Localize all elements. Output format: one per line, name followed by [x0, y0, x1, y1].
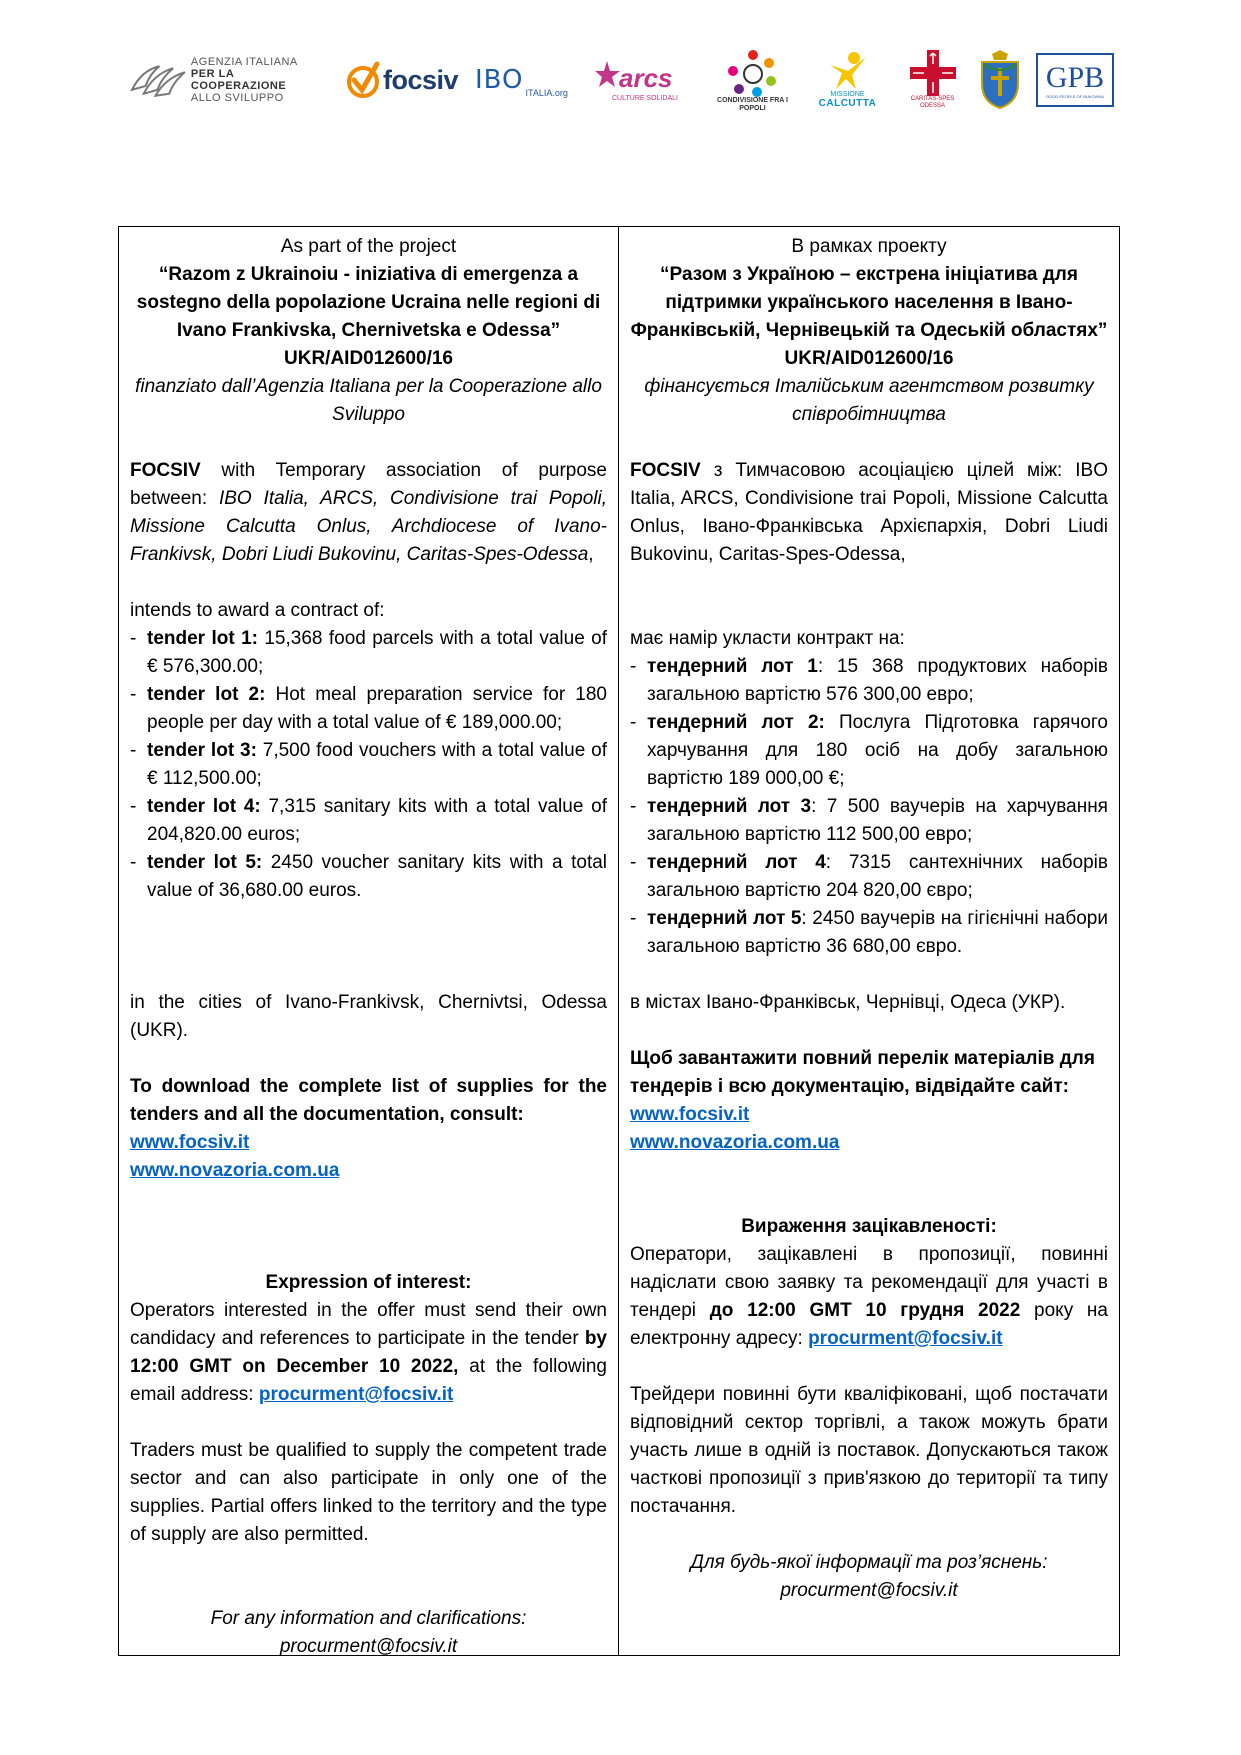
lot-label: тендерний лот 1 [647, 656, 818, 677]
association-paragraph [130, 457, 607, 569]
caritas-logo [900, 40, 965, 120]
focsiv-check-icon [345, 60, 381, 100]
condivisione-logo [710, 40, 795, 120]
cities-text-ua: в містах Івано-Франківськ, Чернівці, Одеса (УКР). [630, 992, 1066, 1013]
lot-label: tender lot 1: [147, 628, 258, 649]
lot-text: 2450 voucher sanitary kits with a total value of 36,680.00 euros. [147, 852, 608, 901]
lot-label: тендерний лот 2: [647, 712, 825, 733]
arcs-sub: CULTURE SOLIDALI [612, 94, 678, 102]
eoi-text: Operators interested in the offer must send their own candidacy and references to participate in the tender [130, 1300, 607, 1349]
list-item [630, 849, 1108, 905]
lot-label: tender lot 3: [147, 740, 257, 761]
eoi-text-2-ua: року на електронну адресу: [630, 1300, 1108, 1349]
arcs-wordmark: arcs [619, 62, 673, 93]
project-title: “Razom z Ukrainoiu - iniziativa di emergenza a sostegno della popolazione Ucraina nelle regioni di Ivano Frankivska, Chernivetska e Odessa” UKR/AID012600/16 [136, 264, 601, 369]
gpb-sub: GOOD PEOPLE OF BUKOVINA [1046, 93, 1104, 99]
association-paragraph-ua [630, 457, 1108, 569]
novazoria-link-ua[interactable]: www.novazoria.com.ua [630, 1132, 840, 1153]
traders-paragraph-ua: Трейдери повинні бути кваліфіковані, щоб постачати відповідний сектор торгівлі, а також можуть брати участь лише в одній із поставок. Допускаються також часткові пропозиції з прив'язкою до території та типу постачання. [630, 1384, 1108, 1517]
missione-calcutta-logo [810, 40, 885, 120]
gpb-wordmark: GPB [1045, 60, 1105, 94]
traders-paragraph: Traders must be qualified to supply the competent trade sector and can also participate in only one of the supplies. Partial offers linked to the territory and the type of supply are also permitted. [130, 1440, 607, 1545]
project-title-ua: “Разом з Україною – екстрена ініціатива для підтримки українського населення в Івано-Франківській, Чернівецькій та Одеській областях” UKR/AID012600/16 [630, 264, 1108, 369]
people-circle-icon [727, 47, 779, 97]
ukrainian-column [619, 227, 1119, 1655]
tender-notice-table [118, 226, 1120, 1656]
list-item [630, 905, 1108, 961]
aics-logo [130, 40, 330, 120]
tender-lots-list-ua [630, 653, 1108, 961]
lot-text: : 2450 ваучерів на гігієнічні набори загальною вартістю 36 680,00 євро. [647, 908, 1108, 957]
list-item [630, 793, 1108, 849]
novazoria-link[interactable]: www.novazoria.com.ua [130, 1160, 340, 1181]
arcs-star-icon [595, 59, 695, 95]
aics-line-1: AGENZIA ITALIANA [190, 56, 298, 68]
ibo-logo [475, 40, 568, 120]
focsiv-logo [345, 40, 470, 120]
partner-logos [120, 40, 1120, 120]
eoi-text-ua: Оператори, зацікавлені в пропозиції, повинні надіслати свою заявку та рекомендації для участі в тендері [630, 1244, 1108, 1321]
funding-note-ua: фінансується Італійським агентством розвитку співробітництва [644, 376, 1094, 425]
aics-line-3: ALLO SVILUPPO [190, 92, 284, 104]
tender-lots-list [130, 625, 607, 905]
association-members: IBO Italia, ARCS, Condivisione trai Popoli, Missione Calcutta Onlus, Archdiocese of Ivano-Frankivsk, Dobri Liudi Bukovinu, Caritas-Spes-Odessa [130, 488, 607, 565]
lot-label: тендерний лот 5 [647, 908, 802, 929]
lot-text: Hot meal preparation service for 180 people per day with a total value of € 189,000.00; [147, 684, 607, 733]
lot-label: tender lot 4: [147, 796, 261, 817]
list-item [630, 709, 1108, 793]
lot-text: : 15 368 продуктових наборів загальною вартістю 576 300,00 евро; [647, 656, 1108, 705]
wing-icon [130, 60, 187, 100]
lot-text: Послуга Підготовка гарячого харчування для 180 осіб на добу загальною вартістю 189 000,00 €; [647, 712, 1108, 789]
procurement-email-link[interactable]: procurment@focsiv.it [258, 1384, 454, 1405]
association-end: , [588, 544, 594, 565]
intends-text: intends to award a contract of: [130, 600, 385, 621]
eoi-deadline: by 12:00 GMT on December 10 2022, [130, 1328, 607, 1377]
project-intro: As part of the project [280, 236, 457, 257]
aics-line-2: PER LA COOPERAZIONE [190, 68, 287, 92]
lot-label: тендерний лот 4 [647, 852, 826, 873]
lot-text: : 7315 сантехнічних наборів загальною вартістю 204 820,00 євро; [647, 852, 1108, 901]
eoi-deadline-ua: до 12:00 GMT 10 грудня 2022 [709, 1300, 1021, 1321]
association-text-ua: з Тимчасовою асоціацією цілей між: IBO Italia, ARCS, Condivisione trai Popoli, Missione Calcutta Onlus, Івано-Франківська Архієпархія, Dobri Liudi Bukovinu, Caritas-Spes-Odessa, [630, 460, 1108, 565]
download-text-ua: Щоб завантажити повний перелік матеріалів для тендерів і всю документацію, відвідайте сайт: [630, 1048, 1095, 1097]
list-item [130, 793, 607, 849]
lot-text: 7,500 food vouchers with a total value of € 112,500.00; [147, 740, 607, 789]
lot-text: 7,315 sanitary kits with a total value of 204,820.00 euros; [147, 796, 607, 845]
condivisione-text: CONDIVISIONE FRA I POPOLI [717, 97, 788, 112]
eoi-title: Expression of interest: [265, 1272, 472, 1293]
focsiv-wordmark: focsiv [383, 64, 459, 95]
list-item [130, 681, 607, 737]
procurement-email-link-ua[interactable]: procurment@focsiv.it [808, 1328, 1003, 1349]
ibo-sub: ITALIA.org [525, 88, 568, 98]
cities-text: in the cities of Ivano-Frankivsk, Chernivtsi, Odessa (UKR). [130, 992, 607, 1041]
lot-label: тендерний лот 3 [647, 796, 812, 817]
intends-text-ua: має намір укласти контракт на: [630, 628, 905, 649]
focsiv-link[interactable]: www.focsiv.it [130, 1132, 250, 1153]
calcutta-line-2: CALCUTTA [818, 98, 877, 109]
caritas-cross-icon [910, 50, 956, 96]
project-intro-ua: В рамках проекту [791, 236, 947, 257]
ibo-wordmark: IBO [475, 65, 524, 95]
list-item [130, 737, 607, 793]
info-text-ua: Для будь-якої інформації та роз’яснень: [690, 1552, 1048, 1573]
eoi-paragraph [130, 1297, 607, 1409]
lot-label: tender lot 5: [147, 852, 263, 873]
lot-text: : 7 500 ваучерів на харчування загальною вартістю 112 500,00 евро; [647, 796, 1108, 845]
archdiocese-crest [975, 40, 1025, 120]
caritas-text: CARITAS-SPES ODESSA [910, 96, 955, 109]
focsiv-link-ua[interactable]: www.focsiv.it [630, 1104, 750, 1125]
eoi-title-ua: Вираження зацікавленості: [741, 1216, 997, 1237]
list-item [130, 849, 607, 905]
list-item [130, 625, 607, 681]
eoi-paragraph-ua [630, 1241, 1108, 1353]
figure-icon [826, 51, 870, 91]
crest-icon [978, 50, 1022, 110]
info-text: For any information and clarifications: [210, 1608, 527, 1629]
gpb-logo [1035, 40, 1115, 120]
org-name: FOCSIV [130, 460, 201, 481]
info-email: procurment@focsiv.it [279, 1636, 458, 1657]
funding-note: finanziato dall’Agenzia Italiana per la Cooperazione allo Sviluppo [135, 376, 602, 425]
list-item [630, 653, 1108, 709]
lot-text: 15,368 food parcels with a total value of € 576,300.00; [147, 628, 608, 677]
eoi-text-2: at the following email address: [130, 1356, 607, 1405]
download-text: To download the complete list of supplies for the tenders and all the documentation, consult: [130, 1076, 607, 1125]
association-text: with Temporary association of purpose between: [130, 460, 607, 509]
info-email-ua: procurment@focsiv.it [780, 1580, 958, 1601]
calcutta-line-1: MISSIONE [830, 91, 865, 98]
lot-label: tender lot 2: [147, 684, 266, 705]
org-name-ua: FOCSIV [630, 460, 701, 481]
arcs-logo [590, 40, 700, 120]
english-column [119, 227, 619, 1655]
